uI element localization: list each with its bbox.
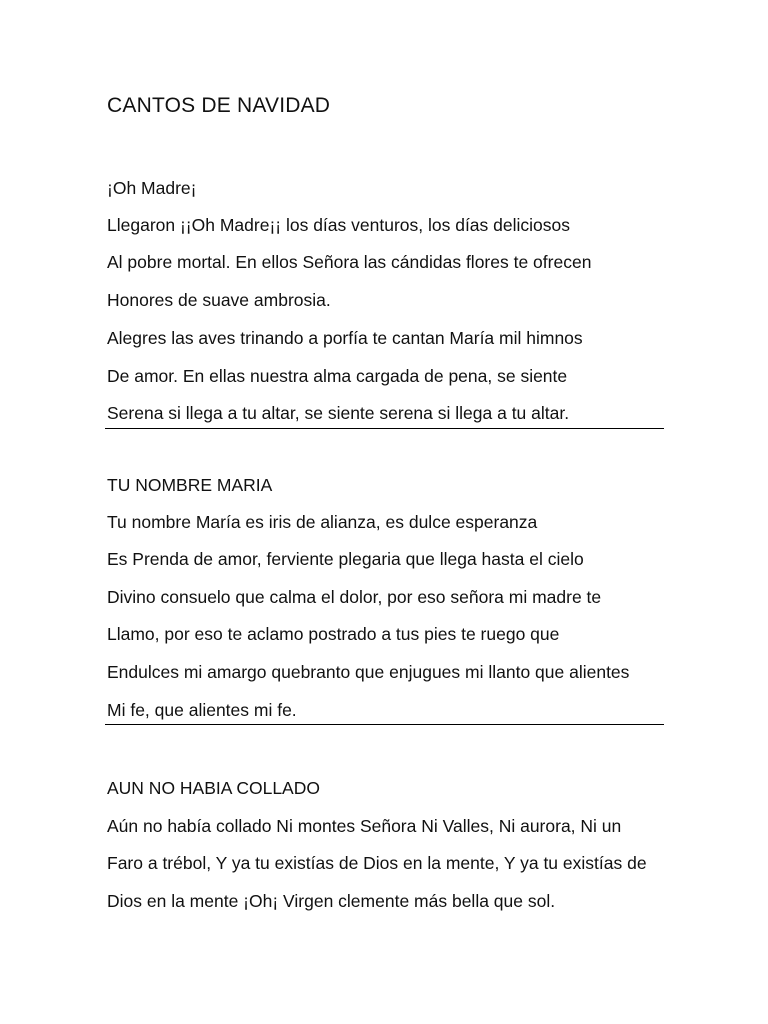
- section-divider: [105, 428, 664, 429]
- song-2-line-2: Es Prenda de amor, ferviente plegaria que llega hasta el cielo: [107, 549, 584, 569]
- song-2-line-4: Llamo, por eso te aclamo postrado a tus pies te ruego que: [107, 624, 560, 644]
- song-1-line-6: Serena si llega a tu altar, se siente serena si llega a tu altar.: [107, 403, 570, 423]
- song-1-line-4: Alegres las aves trinando a porfía te cantan María mil himnos: [107, 328, 583, 348]
- song-3-line-1: Aún no había collado Ni montes Señora Ni Valles, Ni aurora, Ni un: [107, 816, 622, 836]
- song-2-line-6: Mi fe, que alientes mi fe.: [107, 700, 297, 720]
- song-3-heading: AUN NO HABIA COLLADO: [107, 778, 320, 798]
- song-3-line-2: Faro a trébol, Y ya tu existías de Dios en la mente, Y ya tu existías de: [107, 853, 647, 873]
- song-2-line-1: Tu nombre María es iris de alianza, es dulce esperanza: [107, 512, 538, 532]
- song-3-line-3: Dios en la mente ¡Oh¡ Virgen clemente más bella que sol.: [107, 891, 556, 911]
- song-1-heading: ¡Oh Madre¡: [107, 178, 197, 198]
- song-1-line-2: Al pobre mortal. En ellos Señora las cándidas flores te ofrecen: [107, 252, 592, 272]
- song-2-line-3: Divino consuelo que calma el dolor, por eso señora mi madre te: [107, 587, 602, 607]
- document-title: CANTOS DE NAVIDAD: [107, 94, 331, 117]
- song-2-heading: TU NOMBRE MARIA: [107, 475, 273, 495]
- song-1-line-5: De amor. En ellas nuestra alma cargada de pena, se siente: [107, 366, 568, 386]
- section-divider: [105, 724, 664, 725]
- song-1-line-1: Llegaron ¡¡Oh Madre¡¡ los días venturos, los días deliciosos: [107, 215, 570, 235]
- song-2-line-5: Endulces mi amargo quebranto que enjugues mi llanto que alientes: [107, 662, 630, 682]
- song-1-line-3: Honores de suave ambrosia.: [107, 290, 331, 310]
